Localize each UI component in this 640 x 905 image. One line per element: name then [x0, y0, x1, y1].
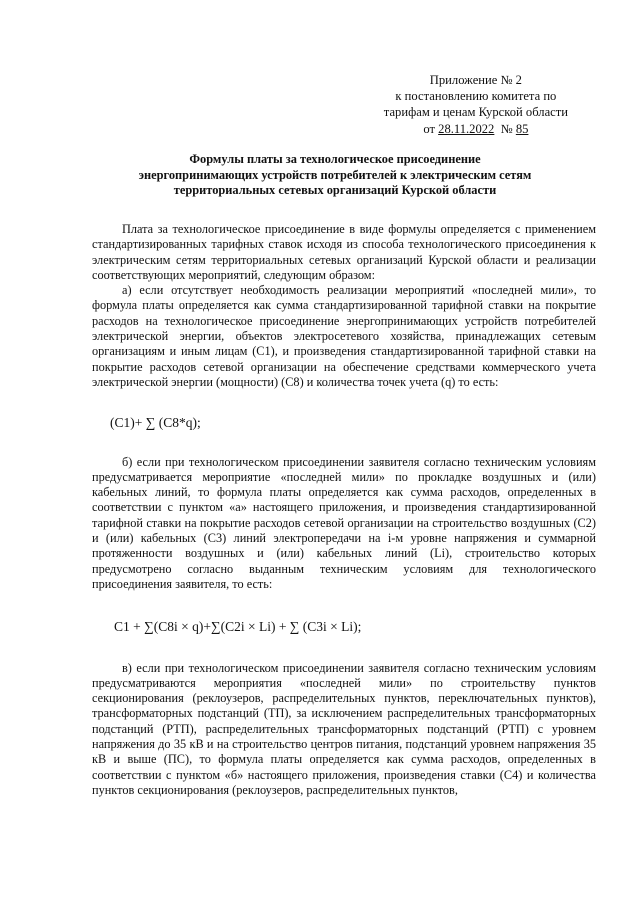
- item-c-paragraph: в) если при технологическом присоединении заявителя согласно техническим условиям предусматриваются мероприятия «последней мили» по строительству пунктов секционирования (реклоузеров, распределительных пунктов, переключательных пунктов), трансформаторных подстанций (ТП), за исключением распределительных трансформаторных подстанций (РТП), распределительных трансформаторных подстанций (РТП) с уровнем напряжения до 35 кВ и на строительство центров питания, подстанций уровнем напряжения 35 кВ и выше (ПС), то формула платы определяется как сумма расходов, определенных в соответствии с пунктом «б» настоящего приложения, произведения ставки (С4) и количества пунктов секционирования (реклоузеров, распределительных пунктов,: [92, 660, 596, 797]
- date-prefix: от: [423, 121, 439, 136]
- number-prefix: №: [494, 121, 516, 136]
- appendix-date-line: [384, 121, 568, 137]
- item-a-paragraph: а) если отсутствует необходимость реализации мероприятий «последней мили», то формула платы определяется как сумма стандартизированной тарифной ставки на покрытие расходов на технологическое присоединение энергопринимающих устройств потребителей электрической энергии, объектов электросетевого хозяйства, принадлежащих сетевым организациям и иным лицам (С1), и произведения стандартизированной тарифной ставки на покрытие расходов сетевой организации на обеспечение средствами коммерческого учета электрической энергии (мощности) (С8) и количества точек учета (q) то есть:: [92, 283, 596, 389]
- appendix-committee: тарифам и ценам Курской области: [383, 105, 568, 120]
- appendix-header: [384, 72, 568, 137]
- formula-a: (С1)+ ∑ (С8*q);: [110, 415, 201, 431]
- document-body: [92, 222, 596, 798]
- item-b-paragraph: б) если при технологическом присоединении заявителя согласно техническим условиям предусматривается мероприятие «последней мили» по прокладке воздушных и (или) кабельных линий, то формула платы определяется как сумма расходов, определенных в соответствии с пунктом «а» настоящего приложения, и произведения стандартизированной тарифной ставки на покрытие расходов сетевой организации на строительство воздушных (С2) и (или) кабельных (С3) линий электропередачи на i-м уровне напряжения и суммарной протяженности воздушных и (или) кабельных линий (Li), строительство которых предусмотрено согласно выданным техническим условиям для технологического присоединения заявителя, то есть:: [92, 454, 596, 591]
- document-title: [70, 152, 600, 199]
- title-line-3: территориальных сетевых организаций Курской области: [173, 183, 497, 198]
- appendix-reference: к постановлению комитета по: [395, 89, 557, 104]
- title-line-2: энергопринимающих устройств потребителей к электрическим сетям: [138, 167, 532, 182]
- title-line-1: Формулы платы за технологическое присоединение: [189, 152, 481, 166]
- appendix-title: Приложение № 2: [429, 73, 522, 87]
- resolution-number: 85: [515, 121, 529, 136]
- intro-paragraph: Плата за технологическое присоединение в виде формулы определяется с применением стандартизированных тарифных ставок исходя из способа технологического присоединения к электрическим сетям территориальных сетевых организаций Курской области и реализации соответствующих мероприятий, следующим образом:: [92, 222, 596, 282]
- formula-b: С1 + ∑(С8i × q)+∑(С2i × Li) + ∑ (С3i × Li);: [114, 619, 362, 635]
- resolution-date: 28.11.2022: [438, 121, 495, 136]
